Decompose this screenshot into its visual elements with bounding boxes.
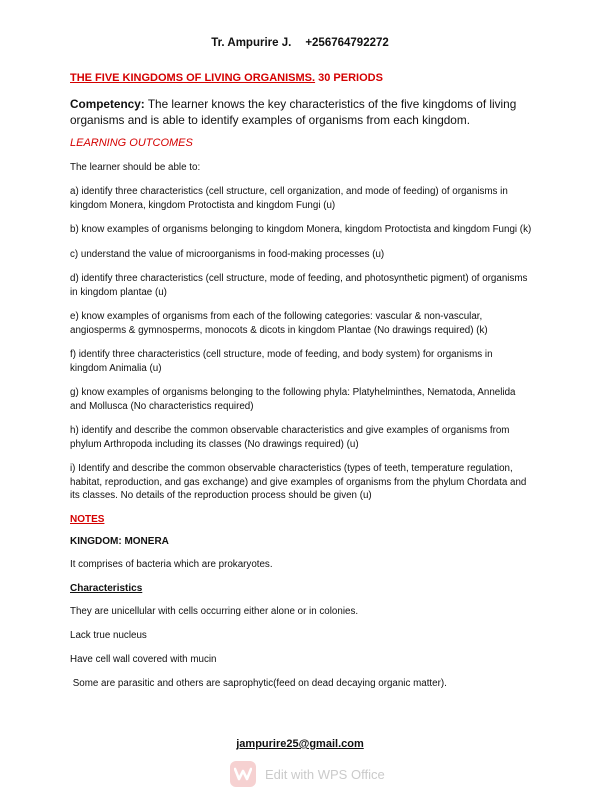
- title-main: THE FIVE KINGDOMS OF LIVING ORGANISMS.: [70, 72, 316, 84]
- outcome-a: a) identify three characteristics (cell structure, cell organization, and mode of feeding) of organisms in kingdom Monera, kingdom Protoctista and kingdom Fungi (u): [70, 186, 508, 211]
- characteristics-heading: Characteristics: [70, 582, 143, 594]
- characteristic-item: Have cell wall covered with mucin: [70, 653, 217, 665]
- document-title: [70, 72, 532, 84]
- learning-outcomes-intro: The learner should be able to:: [70, 162, 201, 173]
- title-periods: 30 PERIODS: [318, 72, 383, 84]
- competency-label: Competency:: [70, 97, 145, 111]
- characteristic-item: Lack true nucleus: [70, 629, 147, 641]
- learning-outcomes-heading: LEARNING OUTCOMES: [70, 137, 193, 149]
- outcome-d: d) identify three characteristics (cell structure, mode of feeding, and photosynthetic pigment) of organisms in kingdom plantae (u): [70, 273, 528, 298]
- footer-email: jampurire25@gmail.com: [236, 738, 364, 750]
- kingdom-intro: It comprises of bacteria which are prokaryotes.: [70, 558, 273, 570]
- teacher-name: Tr. Ampurire J.: [211, 37, 292, 49]
- kingdom-heading: KINGDOM: MONERA: [70, 535, 169, 547]
- outcome-b: b) know examples of organisms belonging to kingdom Monera, kingdom Protoctista and kingdom Fungi (k): [70, 224, 532, 235]
- outcome-i: i) Identify and describe the common observable characteristics (types of teeth, temperature regulation, habitat, reproduction, and gas exchange) and give examples of organisms from the phylum Chordata and its classes. No details of the reproduction process should be given (u): [70, 463, 527, 501]
- teacher-phone: +256764792272: [305, 37, 389, 49]
- outcome-e: e) know examples of organisms from each of the following categories: vascular & non-vascular, angiosperms & gymnosperms, monocots & dicots in kingdom Plantae (No drawings required) (k): [70, 311, 488, 336]
- document-body: [70, 72, 532, 702]
- competency-paragraph: [70, 96, 532, 128]
- characteristic-item: Some are parasitic and others are saprophytic(feed on dead decaying organic matter).: [70, 677, 447, 689]
- notes-heading: NOTES: [70, 513, 105, 525]
- characteristic-item: They are unicellular with cells occurring either alone or in colonies.: [70, 605, 359, 617]
- wps-watermark: [230, 760, 385, 788]
- outcome-f: f) identify three characteristics (cell structure, mode of feeding, and body system) for organisms in kingdom Animalia (u): [70, 349, 493, 374]
- page-header: [0, 37, 600, 49]
- outcome-g: g) know examples of organisms belonging to the following phyla: Platyhelminthes, Nematoda, Annelida and Mollusca (No characteristics required): [70, 387, 516, 412]
- outcome-h: h) identify and describe the common observable characteristics and give examples of organisms from phylum Arthropoda including its classes (No drawings required) (u): [70, 425, 510, 450]
- competency-text: The learner knows the key characteristics of the five kingdoms of living organisms and is able to identify examples of organisms from each kingdom.: [70, 97, 517, 127]
- wps-watermark-text: Edit with WPS Office: [265, 766, 385, 782]
- wps-logo-icon: [230, 761, 256, 787]
- outcome-c: c) understand the value of microorganisms in food-making processes (u): [70, 248, 385, 260]
